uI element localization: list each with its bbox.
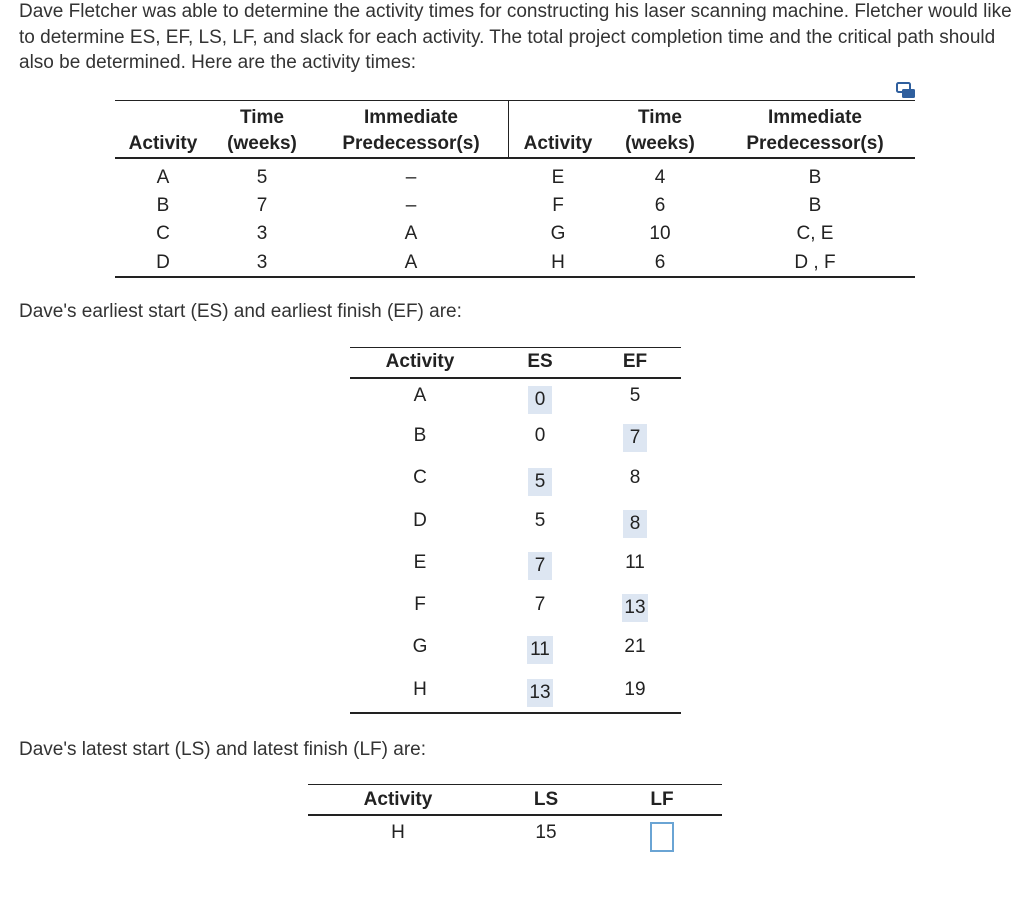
header-ef: EF xyxy=(622,351,648,372)
t1-right-activity: E xyxy=(551,167,565,188)
t1-left-pred: A xyxy=(404,252,418,273)
row-activity: C xyxy=(413,467,427,488)
ls-lf-label: Dave's latest start (LS) and latest finish (LF) are: xyxy=(19,739,427,760)
row-activity: G xyxy=(412,636,428,657)
t1-right-activity: G xyxy=(550,223,566,244)
ef-answer-cell[interactable]: 8 xyxy=(623,510,647,538)
es-answer-cell[interactable]: 5 xyxy=(528,468,552,496)
t1-left-activity: D xyxy=(156,252,170,273)
t1-left-time: 3 xyxy=(256,223,268,244)
t1-right-activity: F xyxy=(552,195,564,216)
es-value: 5 xyxy=(534,510,546,531)
es-answer-cell[interactable]: 0 xyxy=(528,386,552,414)
row-activity: H xyxy=(413,679,427,700)
t1-left-time: 3 xyxy=(256,252,268,273)
row-activity: E xyxy=(413,552,427,573)
t1-left-pred: – xyxy=(405,167,417,188)
t1-right-time: 6 xyxy=(654,195,666,216)
es-ef-label: Dave's earliest start (ES) and earliest finish (EF) are: xyxy=(19,301,462,322)
es-ef-table xyxy=(350,340,681,716)
row-activity: D xyxy=(413,510,427,531)
header-time-left: Time xyxy=(239,107,285,128)
t1-right-time: 4 xyxy=(654,167,666,188)
t1-left-time: 7 xyxy=(256,195,268,216)
t1-left-time: 5 xyxy=(256,167,268,188)
t1-left-activity: C xyxy=(156,223,170,244)
header-activity-left: Activity xyxy=(128,133,198,154)
row-activity: A xyxy=(413,385,427,406)
header-immediate-left: Immediate xyxy=(364,107,458,128)
header-activity-right: Activity xyxy=(523,133,593,154)
es-answer-cell[interactable]: 7 xyxy=(528,552,552,580)
problem-statement: Dave Fletcher was able to determine the activity times for constructing his laser scanning machine. Fletcher would like to determine ES, EF, LS, LF, and slack for each activity. The total project completion time and the critical path should also be determined. Here are the activity times: xyxy=(19,1,1012,73)
ef-value: 19 xyxy=(624,679,646,700)
header-weeks-right: (weeks) xyxy=(625,133,695,154)
ef-value: 11 xyxy=(625,552,645,573)
lf-answer-input[interactable] xyxy=(650,822,674,852)
row-activity: B xyxy=(413,425,427,446)
es-answer-cell[interactable]: 13 xyxy=(527,679,553,707)
header-weeks-left: (weeks) xyxy=(227,133,297,154)
es-value: 7 xyxy=(534,594,546,615)
t1-left-pred: – xyxy=(405,195,417,216)
activity-times-table xyxy=(115,100,915,278)
header-activity: Activity xyxy=(385,351,455,372)
ef-answer-cell[interactable]: 13 xyxy=(622,594,648,622)
header-ls: LS xyxy=(533,789,559,810)
ls-lf-table xyxy=(308,780,722,860)
es-value: 0 xyxy=(534,425,546,446)
t1-right-activity: H xyxy=(551,252,565,273)
header-immediate-right: Immediate xyxy=(768,107,862,128)
t1-right-pred: C, E xyxy=(796,223,834,244)
t1-right-pred: B xyxy=(808,195,822,216)
es-answer-cell[interactable]: 11 xyxy=(527,636,553,664)
row-activity: F xyxy=(414,594,426,615)
row-activity: H xyxy=(391,822,405,843)
header-time-right: Time xyxy=(637,107,683,128)
copy-icon[interactable] xyxy=(896,82,916,100)
t1-right-pred: B xyxy=(808,167,822,188)
ls-value: 15 xyxy=(535,822,557,843)
t1-right-time: 10 xyxy=(649,223,671,244)
t1-left-pred: A xyxy=(404,223,418,244)
ef-value: 8 xyxy=(629,467,641,488)
ef-value: 5 xyxy=(629,385,641,406)
t1-right-time: 6 xyxy=(654,252,666,273)
ef-answer-cell[interactable]: 7 xyxy=(623,424,647,452)
header-predecessors-right: Predecessor(s) xyxy=(746,133,884,154)
header-predecessors-left: Predecessor(s) xyxy=(342,133,480,154)
t1-left-activity: A xyxy=(156,167,170,188)
header-activity: Activity xyxy=(363,789,433,810)
header-es: ES xyxy=(527,351,553,372)
t1-left-activity: B xyxy=(156,195,170,216)
ef-value: 21 xyxy=(624,636,646,657)
header-lf: LF xyxy=(650,789,674,810)
t1-right-pred: D , F xyxy=(794,252,836,273)
